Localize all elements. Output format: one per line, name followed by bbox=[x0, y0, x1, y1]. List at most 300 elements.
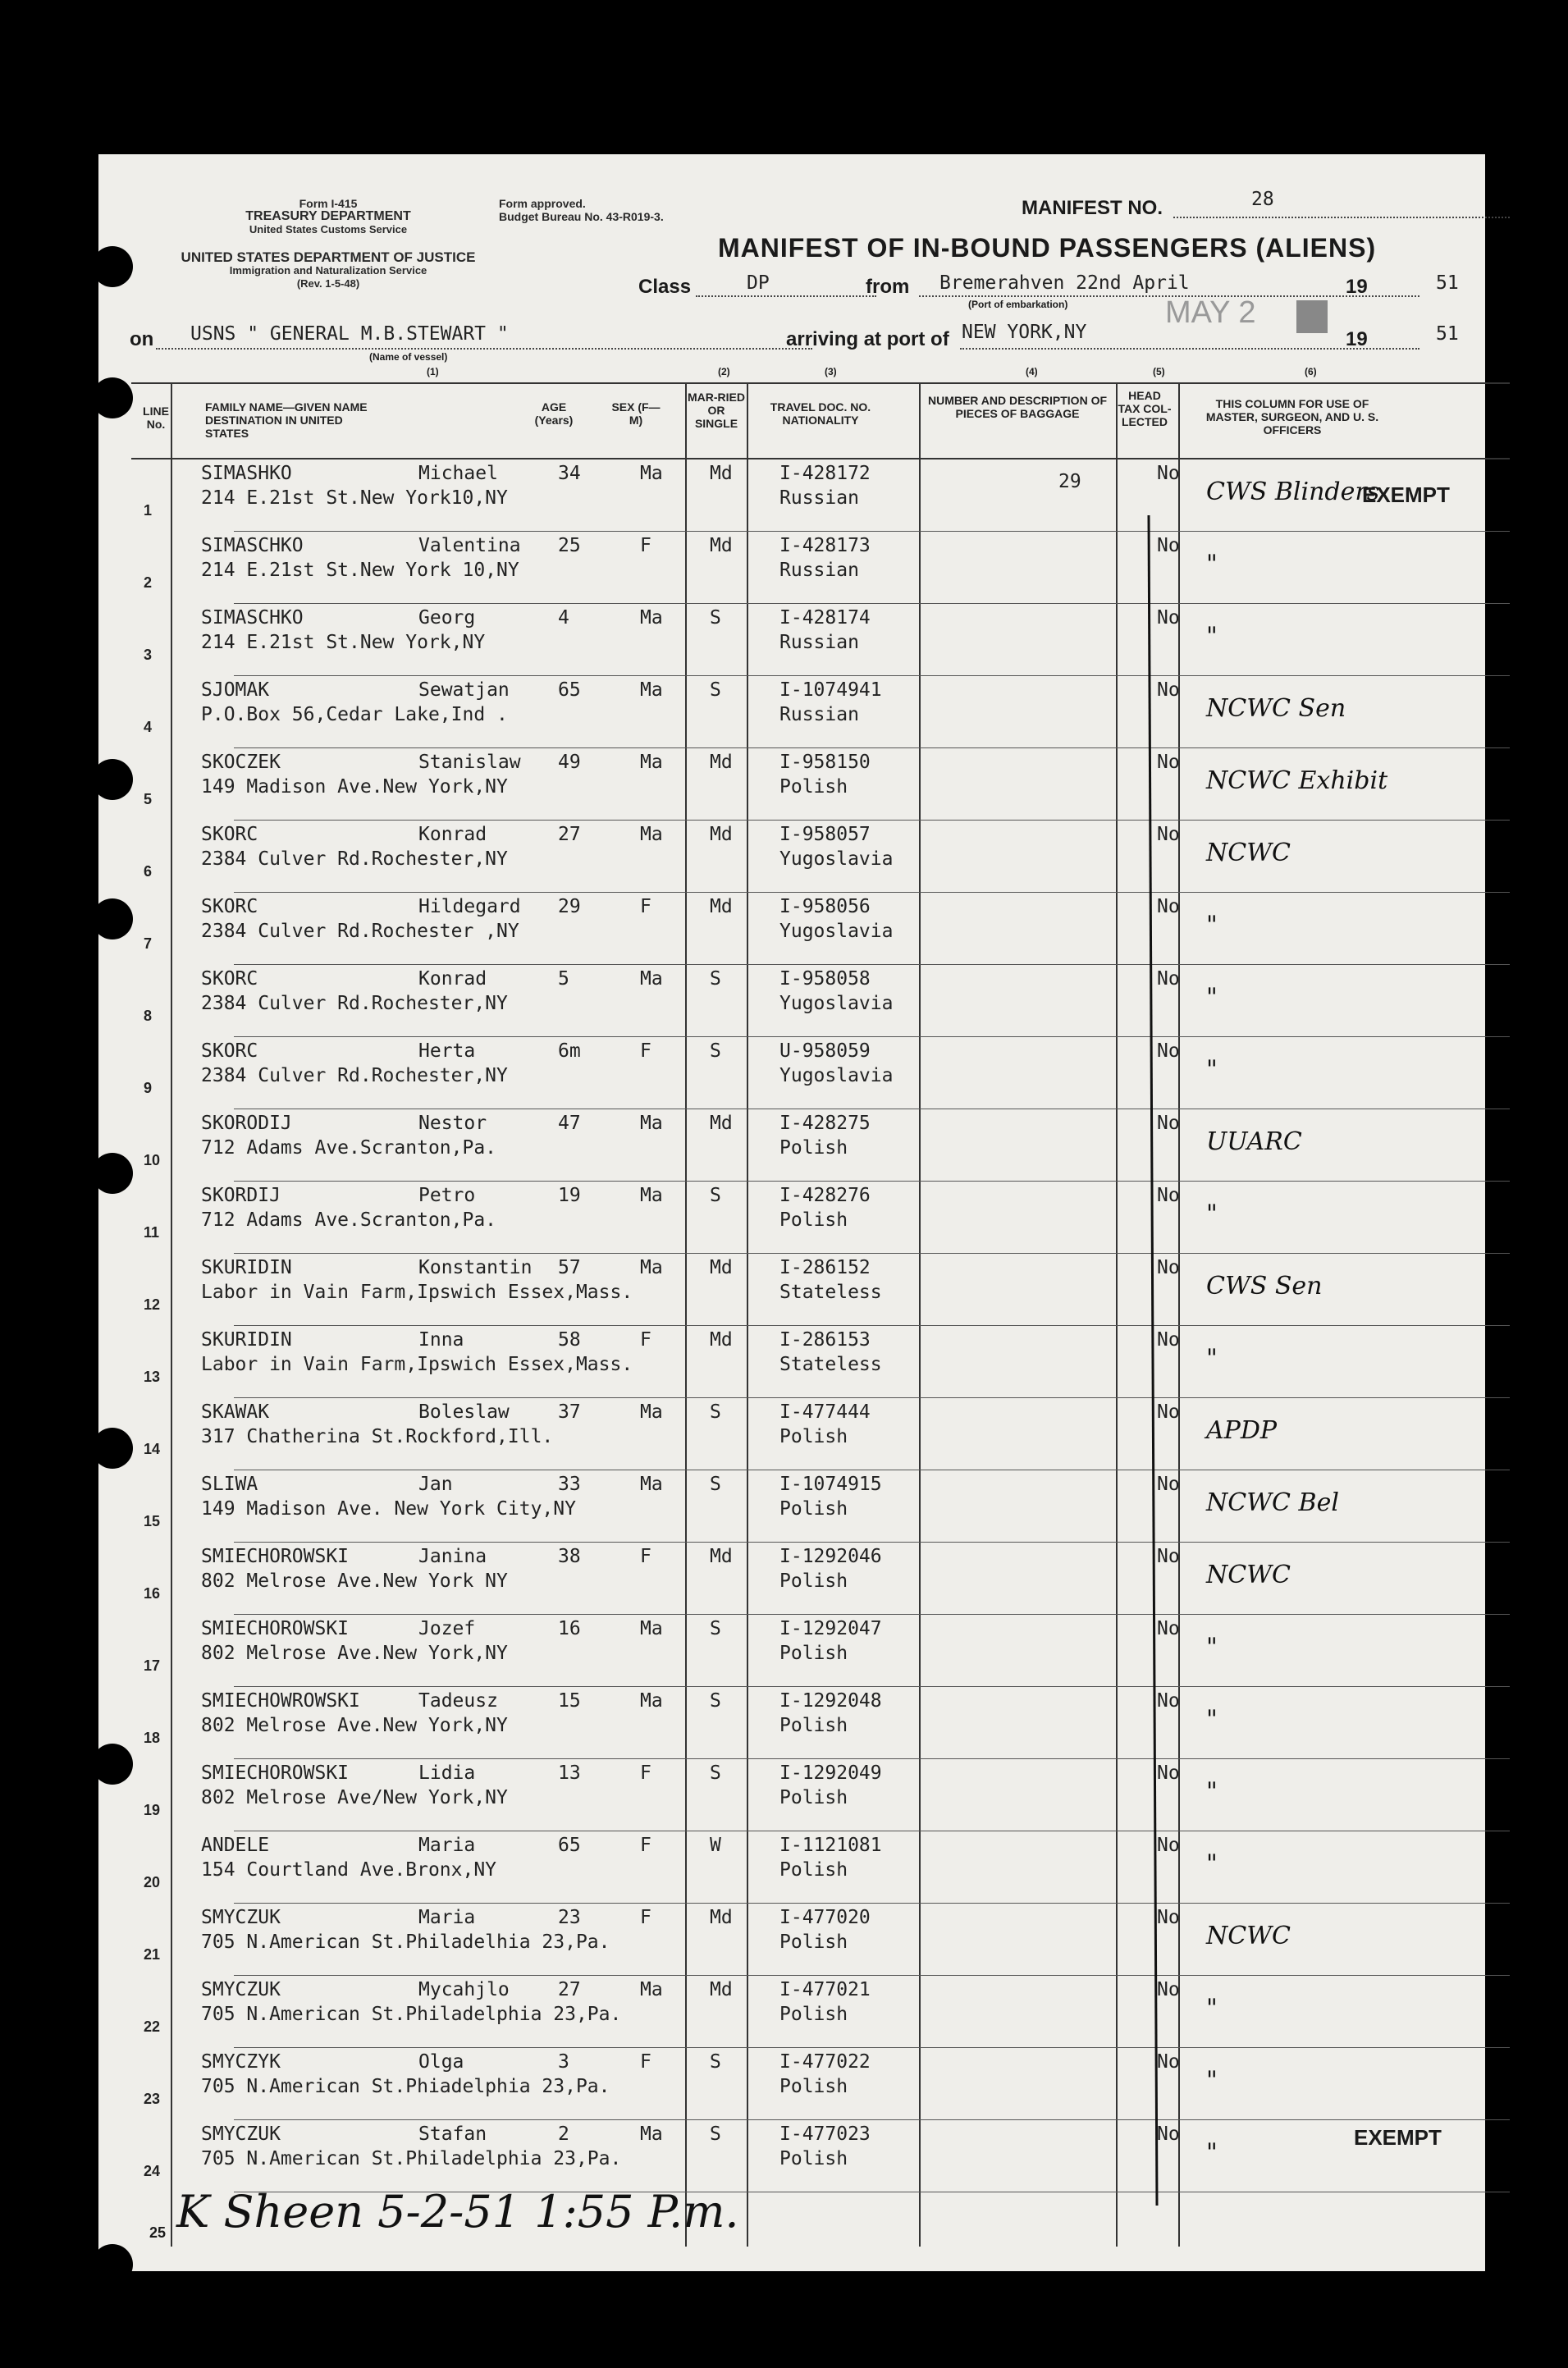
row-family-name: SMIECHOWROWSKI bbox=[201, 1690, 360, 1712]
row-line-number: 15 bbox=[144, 1513, 161, 1529]
row-baggage: 29 bbox=[1058, 471, 1081, 492]
row-sex: Ma bbox=[640, 1979, 663, 2000]
row-sex: Ma bbox=[640, 1113, 663, 1134]
row-sex: Ma bbox=[640, 679, 663, 701]
table-row bbox=[98, 1470, 1485, 1543]
row-given-name: Konrad bbox=[418, 824, 487, 845]
row-line-number: 17 bbox=[144, 1657, 161, 1674]
row-nationality: Yugoslavia bbox=[779, 921, 894, 942]
row-officer-note: APDP bbox=[1206, 1416, 1278, 1445]
row-age: 34 bbox=[558, 463, 581, 484]
treasury-dept: TREASURY DEPARTMENT bbox=[245, 209, 411, 223]
row-family-name: SJOMAK bbox=[201, 679, 270, 701]
row-travel-doc: I-1074915 bbox=[779, 1474, 882, 1495]
row-family-name: SKOCZEK bbox=[201, 752, 281, 773]
row-nationality: Polish bbox=[779, 2148, 848, 2169]
row-officer-note: " bbox=[1206, 1200, 1218, 1228]
row-travel-doc: I-1074941 bbox=[779, 679, 882, 701]
row-given-name: Janina bbox=[418, 1546, 487, 1567]
table-row bbox=[98, 532, 1485, 604]
manifest-no: 28 bbox=[1251, 189, 1274, 210]
row-age: 25 bbox=[558, 535, 581, 556]
row-destination: 2384 Culver Rd.Rochester,NY bbox=[201, 1065, 508, 1086]
row-marital-status: S bbox=[710, 679, 721, 701]
row-nationality: Polish bbox=[779, 2076, 848, 2097]
row-sex: F bbox=[640, 1907, 651, 1928]
row-given-name: Konstantin bbox=[418, 1257, 533, 1278]
row-officer-note: " bbox=[1206, 1344, 1218, 1373]
row-head-tax: No bbox=[1157, 752, 1180, 773]
class-label: Class bbox=[638, 276, 692, 298]
row-given-name: Stanislaw bbox=[418, 752, 521, 773]
row-nationality: Polish bbox=[779, 1570, 848, 1592]
row-nationality: Yugoslavia bbox=[779, 993, 894, 1014]
row-sex: F bbox=[640, 2051, 651, 2073]
row-line-number: 21 bbox=[144, 1946, 161, 1963]
row-travel-doc: I-477444 bbox=[779, 1401, 871, 1423]
punch-hole bbox=[92, 2244, 133, 2285]
port-arrival: NEW YORK,NY bbox=[962, 322, 1087, 343]
row-age: 37 bbox=[558, 1401, 581, 1423]
row-destination: 2384 Culver Rd.Rochester,NY bbox=[201, 848, 508, 870]
punch-hole bbox=[92, 1428, 133, 1469]
row-given-name: Jan bbox=[418, 1474, 453, 1495]
form-number: Form I-415 bbox=[299, 197, 358, 210]
row-destination: Labor in Vain Farm,Ipswich Essex,Mass. bbox=[201, 1282, 633, 1303]
row-sex: F bbox=[640, 896, 651, 917]
row-family-name: SMIECHOROWSKI bbox=[201, 1546, 350, 1567]
row-officer-note: CWS Blinders bbox=[1206, 478, 1380, 506]
row-marital-status: S bbox=[710, 1040, 721, 1062]
row-sex: Ma bbox=[640, 1401, 663, 1423]
row-line-number: 24 bbox=[144, 2163, 161, 2179]
header-name bbox=[205, 400, 386, 440]
row-destination: 712 Adams Ave.Scranton,Pa. bbox=[201, 1209, 497, 1231]
row-marital-status: Md bbox=[710, 463, 733, 484]
row-travel-doc: I-286152 bbox=[779, 1257, 871, 1278]
from-value: Bremerahven 22nd April bbox=[939, 272, 1190, 294]
form-revision: (Rev. 1-5-48) bbox=[296, 277, 360, 290]
row-nationality: Yugoslavia bbox=[779, 848, 894, 870]
row-head-tax: No bbox=[1157, 679, 1180, 701]
row-age: 58 bbox=[558, 1329, 581, 1351]
row-officer-note: " bbox=[1206, 983, 1218, 1012]
table-row bbox=[98, 2120, 1485, 2192]
year-value-2: 51 bbox=[1436, 323, 1459, 345]
row-line-number: 3 bbox=[144, 647, 153, 663]
row-travel-doc: I-958057 bbox=[779, 824, 871, 845]
row-nationality: Yugoslavia bbox=[779, 1065, 894, 1086]
header-travel: TRAVEL DOC. NO. NATIONALITY bbox=[770, 400, 871, 427]
row-destination: 2384 Culver Rd.Rochester,NY bbox=[201, 993, 508, 1014]
row-nationality: Polish bbox=[779, 1643, 848, 1664]
row-destination: 154 Courtland Ave.Bronx,NY bbox=[201, 1859, 497, 1881]
header-headtax: HEAD TAX COL-LECTED bbox=[1118, 389, 1172, 428]
table-row bbox=[98, 1543, 1485, 1615]
row-given-name: Petro bbox=[418, 1185, 476, 1206]
row-head-tax: No bbox=[1157, 1257, 1180, 1278]
row-nationality: Polish bbox=[779, 1426, 848, 1447]
row-family-name: SMYCZUK bbox=[201, 1907, 281, 1928]
row-nationality: Russian bbox=[779, 704, 859, 725]
row-head-tax: No bbox=[1157, 1979, 1180, 2000]
row-nationality: Russian bbox=[779, 560, 859, 581]
year-prefix: 19 bbox=[1346, 276, 1368, 298]
row-age: 47 bbox=[558, 1113, 581, 1134]
row-head-tax: No bbox=[1157, 1907, 1180, 1928]
row-destination: 802 Melrose Ave.New York,NY bbox=[201, 1715, 508, 1736]
col-num-5: (5) bbox=[1153, 366, 1165, 377]
table-row bbox=[98, 604, 1485, 676]
row-given-name: Jozef bbox=[418, 1618, 476, 1639]
row-nationality: Russian bbox=[779, 487, 859, 509]
row-given-name: Herta bbox=[418, 1040, 476, 1062]
row-family-name: SMIECHOROWSKI bbox=[201, 1618, 350, 1639]
year-prefix-2: 19 bbox=[1346, 328, 1368, 350]
row-given-name: Valentina bbox=[418, 535, 521, 556]
row-marital-status: S bbox=[710, 1762, 721, 1784]
row-age: 57 bbox=[558, 1257, 581, 1278]
col-num-3: (3) bbox=[825, 366, 837, 377]
row-line-number: 8 bbox=[144, 1008, 153, 1024]
row-marital-status: S bbox=[710, 1401, 721, 1423]
row-travel-doc: I-958056 bbox=[779, 896, 871, 917]
row-given-name: Mycahjlo bbox=[418, 1979, 510, 2000]
header-married: MAR-RIED OR SINGLE bbox=[688, 391, 745, 430]
row-officer-note: UUARC bbox=[1206, 1127, 1302, 1156]
row-destination: 705 N.American St.Philadelphia 23,Pa. bbox=[201, 2148, 622, 2169]
row-nationality: Polish bbox=[779, 1137, 848, 1159]
row-marital-status: Md bbox=[710, 1907, 733, 1928]
row-officer-note: NCWC Sen bbox=[1206, 694, 1346, 723]
col-num-1: (1) bbox=[427, 366, 439, 377]
row-family-name: SKORODIJ bbox=[201, 1113, 292, 1134]
row-line-number: 18 bbox=[144, 1730, 161, 1746]
table-row bbox=[98, 893, 1485, 965]
row-age: 27 bbox=[558, 824, 581, 845]
row-travel-doc: I-1292049 bbox=[779, 1762, 882, 1784]
row-family-name: SIMASHKO bbox=[201, 463, 292, 484]
row-family-name: SKORDIJ bbox=[201, 1185, 281, 1206]
row-given-name: Nestor bbox=[418, 1113, 487, 1134]
row-line-number: 14 bbox=[144, 1441, 161, 1457]
row-travel-doc: I-1121081 bbox=[779, 1835, 882, 1856]
row-head-tax: No bbox=[1157, 896, 1180, 917]
header-age: AGE (Years) bbox=[534, 400, 574, 427]
row-age: 19 bbox=[558, 1185, 581, 1206]
row-age: 49 bbox=[558, 752, 581, 773]
row-officer-note: " bbox=[1206, 550, 1218, 578]
punch-hole bbox=[92, 759, 133, 800]
header-baggage: NUMBER AND DESCRIPTION OF PIECES OF BAGGAGE bbox=[927, 394, 1108, 420]
row-destination: 705 N.American St.Philadelhia 23,Pa. bbox=[201, 1931, 610, 1953]
row-travel-doc: I-477022 bbox=[779, 2051, 871, 2073]
row-marital-status: S bbox=[710, 1474, 721, 1495]
row-head-tax: No bbox=[1157, 535, 1180, 556]
row-marital-status: S bbox=[710, 2123, 721, 2145]
row-head-tax: No bbox=[1157, 2051, 1180, 2073]
row-line-number: 6 bbox=[144, 863, 153, 880]
row-marital-status: Md bbox=[710, 1329, 733, 1351]
header-dest-text: DESTINATION IN UNITED STATES bbox=[205, 414, 343, 440]
table-row bbox=[98, 1687, 1485, 1759]
row-travel-doc: I-477021 bbox=[779, 1979, 871, 2000]
row-age: 16 bbox=[558, 1618, 581, 1639]
row-travel-doc: U-958059 bbox=[779, 1040, 871, 1062]
row-nationality: Polish bbox=[779, 1787, 848, 1808]
row-given-name: Sewatjan bbox=[418, 679, 510, 701]
table-row bbox=[98, 1037, 1485, 1109]
row-destination: Labor in Vain Farm,Ipswich Essex,Mass. bbox=[201, 1354, 633, 1375]
row-head-tax: No bbox=[1157, 1329, 1180, 1351]
passenger-rows bbox=[98, 459, 1485, 2338]
header-officers: THIS COLUMN FOR USE OF MASTER, SURGEON, AND U. S. OFFICERS bbox=[1205, 397, 1379, 437]
row-officer-note: " bbox=[1206, 1705, 1218, 1734]
row-travel-doc: I-428275 bbox=[779, 1113, 871, 1134]
row-age: 27 bbox=[558, 1979, 581, 2000]
row-head-tax: No bbox=[1157, 1762, 1180, 1784]
row-line-number: 20 bbox=[144, 1874, 161, 1890]
row-travel-doc: I-428173 bbox=[779, 535, 871, 556]
row-destination: 2384 Culver Rd.Rochester ,NY bbox=[201, 921, 519, 942]
row-sex: Ma bbox=[640, 752, 663, 773]
row-age: 23 bbox=[558, 1907, 581, 1928]
row-family-name: ANDELE bbox=[201, 1835, 270, 1856]
stamp-mark bbox=[1296, 300, 1328, 333]
row-given-name: Tadeusz bbox=[418, 1690, 498, 1712]
manifest-title: MANIFEST OF IN-BOUND PASSENGERS (ALIENS) bbox=[718, 233, 1377, 263]
row-marital-status: S bbox=[710, 1618, 721, 1639]
row-sex: F bbox=[640, 1546, 651, 1567]
table-top-border bbox=[131, 382, 1510, 384]
row-marital-status: S bbox=[710, 2051, 721, 2073]
row-line-number: 22 bbox=[144, 2018, 161, 2035]
row-family-name: SMYCZUK bbox=[201, 2123, 281, 2145]
row-age: 65 bbox=[558, 679, 581, 701]
table-row bbox=[98, 1759, 1485, 1831]
row-officer-note: " bbox=[1206, 622, 1218, 651]
row-officer-note: NCWC Exhibit bbox=[1206, 766, 1388, 795]
row-destination: 705 N.American St.Philadelphia 23,Pa. bbox=[201, 2004, 622, 2025]
manifest-no-line bbox=[1173, 217, 1510, 218]
table-row bbox=[98, 1182, 1485, 1254]
row-line-number: 10 bbox=[144, 1152, 161, 1168]
table-row bbox=[98, 2048, 1485, 2120]
row-marital-status: W bbox=[710, 1835, 721, 1856]
punch-hole bbox=[92, 898, 133, 939]
row-head-tax: No bbox=[1157, 1474, 1180, 1495]
line-25-number: 25 bbox=[149, 2224, 167, 2241]
row-destination: P.O.Box 56,Cedar Lake,Ind . bbox=[201, 704, 508, 725]
exempt-stamp-top: EXEMPT bbox=[1362, 482, 1450, 507]
row-marital-status: Md bbox=[710, 896, 733, 917]
row-marital-status: Md bbox=[710, 535, 733, 556]
row-travel-doc: I-428276 bbox=[779, 1185, 871, 1206]
row-age: 38 bbox=[558, 1546, 581, 1567]
row-sex: F bbox=[640, 1329, 651, 1351]
table-row bbox=[98, 1326, 1485, 1398]
row-sex: Ma bbox=[640, 1185, 663, 1206]
form-approved: Form approved. bbox=[499, 197, 586, 210]
port-embark-note: (Port of embarkation) bbox=[968, 299, 1068, 310]
table-row bbox=[98, 748, 1485, 821]
row-head-tax: No bbox=[1157, 463, 1180, 484]
budget-bureau: Budget Bureau No. 43-R019-3. bbox=[499, 210, 664, 223]
row-travel-doc: I-1292046 bbox=[779, 1546, 882, 1567]
tax-column-pen-line bbox=[1132, 507, 1182, 2214]
row-travel-doc: I-958150 bbox=[779, 752, 871, 773]
row-age: 29 bbox=[558, 896, 581, 917]
row-given-name: Boleslaw bbox=[418, 1401, 510, 1423]
row-line-number: 12 bbox=[144, 1296, 161, 1313]
row-marital-status: S bbox=[710, 1690, 721, 1712]
row-nationality: Polish bbox=[779, 2004, 848, 2025]
row-given-name: Hildegard bbox=[418, 896, 521, 917]
row-head-tax: No bbox=[1157, 1690, 1180, 1712]
row-officer-note: NCWC bbox=[1206, 1922, 1291, 1950]
row-officer-note: NCWC Bel bbox=[1206, 1488, 1339, 1517]
table-row bbox=[98, 821, 1485, 893]
row-sex: Ma bbox=[640, 1690, 663, 1712]
row-line-number: 4 bbox=[144, 719, 153, 735]
table-row bbox=[98, 676, 1485, 748]
row-destination: 705 N.American St.Phiadelphia 23,Pa. bbox=[201, 2076, 610, 2097]
signature-line: K Sheen 5-2-51 1:55 P.m. bbox=[176, 2186, 739, 2238]
row-officer-note: " bbox=[1206, 1849, 1218, 1878]
punch-hole bbox=[92, 377, 133, 418]
row-age: 33 bbox=[558, 1474, 581, 1495]
row-nationality: Polish bbox=[779, 1715, 848, 1736]
row-travel-doc: I-477020 bbox=[779, 1907, 871, 1928]
row-travel-doc: I-428172 bbox=[779, 463, 871, 484]
row-officer-note: " bbox=[1206, 2138, 1218, 2167]
row-head-tax: No bbox=[1157, 824, 1180, 845]
row-sex: F bbox=[640, 1040, 651, 1062]
row-given-name: Michael bbox=[418, 463, 498, 484]
row-sex: Ma bbox=[640, 463, 663, 484]
table-row bbox=[98, 1904, 1485, 1976]
row-sex: Ma bbox=[640, 1257, 663, 1278]
vessel-note: (Name of vessel) bbox=[369, 351, 448, 363]
row-age: 15 bbox=[558, 1690, 581, 1712]
form-approval bbox=[499, 197, 664, 223]
row-age: 2 bbox=[558, 2123, 569, 2145]
row-nationality: Polish bbox=[779, 1931, 848, 1953]
row-line-number: 2 bbox=[144, 574, 153, 591]
row-travel-doc: I-1292047 bbox=[779, 1618, 882, 1639]
row-destination: 317 Chatherina St.Rockford,Ill. bbox=[201, 1426, 554, 1447]
row-head-tax: No bbox=[1157, 968, 1180, 990]
customs-service: United States Customs Service bbox=[249, 223, 408, 235]
row-marital-status: Md bbox=[710, 824, 733, 845]
table-row bbox=[98, 459, 1485, 532]
row-officer-note: " bbox=[1206, 2066, 1218, 2095]
row-marital-status: Md bbox=[710, 752, 733, 773]
row-given-name: Lidia bbox=[418, 1762, 476, 1784]
row-head-tax: No bbox=[1157, 1546, 1180, 1567]
row-family-name: SMIECHOROWSKI bbox=[201, 1762, 350, 1784]
row-age: 13 bbox=[558, 1762, 581, 1784]
row-given-name: Maria bbox=[418, 1835, 476, 1856]
row-family-name: SIMASCHKO bbox=[201, 535, 304, 556]
row-line-number: 1 bbox=[144, 502, 153, 519]
table-row bbox=[98, 1976, 1485, 2048]
row-nationality: Polish bbox=[779, 776, 848, 798]
justice-dept: UNITED STATES DEPARTMENT OF JUSTICE bbox=[181, 249, 476, 265]
punch-hole bbox=[92, 1153, 133, 1194]
row-marital-status: S bbox=[710, 1185, 721, 1206]
row-destination: 802 Melrose Ave/New York,NY bbox=[201, 1787, 508, 1808]
row-officer-note: " bbox=[1206, 1777, 1218, 1806]
row-sex: Ma bbox=[640, 607, 663, 629]
row-family-name: SKORC bbox=[201, 968, 258, 990]
row-officer-note: " bbox=[1206, 1633, 1218, 1662]
vessel-name: USNS " GENERAL M.B.STEWART " bbox=[190, 323, 509, 345]
row-age: 65 bbox=[558, 1835, 581, 1856]
row-sex: Ma bbox=[640, 1618, 663, 1639]
row-destination: 214 E.21st St.New York,NY bbox=[201, 632, 486, 653]
table-row bbox=[98, 965, 1485, 1037]
arriving-label: arriving at port of bbox=[786, 328, 949, 350]
year-value: 51 bbox=[1436, 272, 1459, 294]
row-sex: F bbox=[640, 1835, 651, 1856]
table-row bbox=[98, 1615, 1485, 1687]
row-line-number: 16 bbox=[144, 1585, 161, 1602]
row-line-number: 5 bbox=[144, 791, 153, 807]
row-given-name: Maria bbox=[418, 1907, 476, 1928]
row-head-tax: No bbox=[1157, 1185, 1180, 1206]
row-family-name: SKORC bbox=[201, 1040, 258, 1062]
header-line: LINE No. bbox=[143, 405, 169, 431]
row-age: 4 bbox=[558, 607, 569, 629]
punch-hole bbox=[92, 246, 133, 287]
row-head-tax: No bbox=[1157, 1835, 1180, 1856]
row-age: 3 bbox=[558, 2051, 569, 2073]
row-line-number: 19 bbox=[144, 1802, 161, 1818]
row-travel-doc: I-477023 bbox=[779, 2123, 871, 2145]
row-destination: 214 E.21st St.New York10,NY bbox=[201, 487, 508, 509]
row-family-name: SKORC bbox=[201, 896, 258, 917]
table-row bbox=[98, 1254, 1485, 1326]
row-officer-note: NCWC bbox=[1206, 1561, 1291, 1589]
row-line-number: 11 bbox=[144, 1224, 160, 1241]
row-travel-doc: I-286153 bbox=[779, 1329, 871, 1351]
row-marital-status: S bbox=[710, 968, 721, 990]
row-sex: F bbox=[640, 535, 651, 556]
row-nationality: Stateless bbox=[779, 1354, 882, 1375]
row-marital-status: Md bbox=[710, 1257, 733, 1278]
class-value: DP bbox=[747, 272, 770, 294]
row-age: 6m bbox=[558, 1040, 581, 1062]
vessel-line bbox=[156, 348, 812, 350]
row-sex: Ma bbox=[640, 2123, 663, 2145]
row-travel-doc: I-958058 bbox=[779, 968, 871, 990]
row-destination: 214 E.21st St.New York 10,NY bbox=[201, 560, 519, 581]
row-marital-status: Md bbox=[710, 1113, 733, 1134]
row-line-number: 23 bbox=[144, 2091, 161, 2107]
row-head-tax: No bbox=[1157, 1401, 1180, 1423]
row-destination: 712 Adams Ave.Scranton,Pa. bbox=[201, 1137, 497, 1159]
row-nationality: Stateless bbox=[779, 1282, 882, 1303]
row-destination: 802 Melrose Ave.New York,NY bbox=[201, 1643, 508, 1664]
manifest-no-label: MANIFEST NO. bbox=[1022, 197, 1163, 219]
row-officer-note: NCWC bbox=[1206, 839, 1291, 867]
col-num-4: (4) bbox=[1026, 366, 1038, 377]
row-given-name: Konrad bbox=[418, 968, 487, 990]
row-marital-status: S bbox=[710, 607, 721, 629]
row-age: 5 bbox=[558, 968, 569, 990]
row-head-tax: No bbox=[1157, 1113, 1180, 1134]
